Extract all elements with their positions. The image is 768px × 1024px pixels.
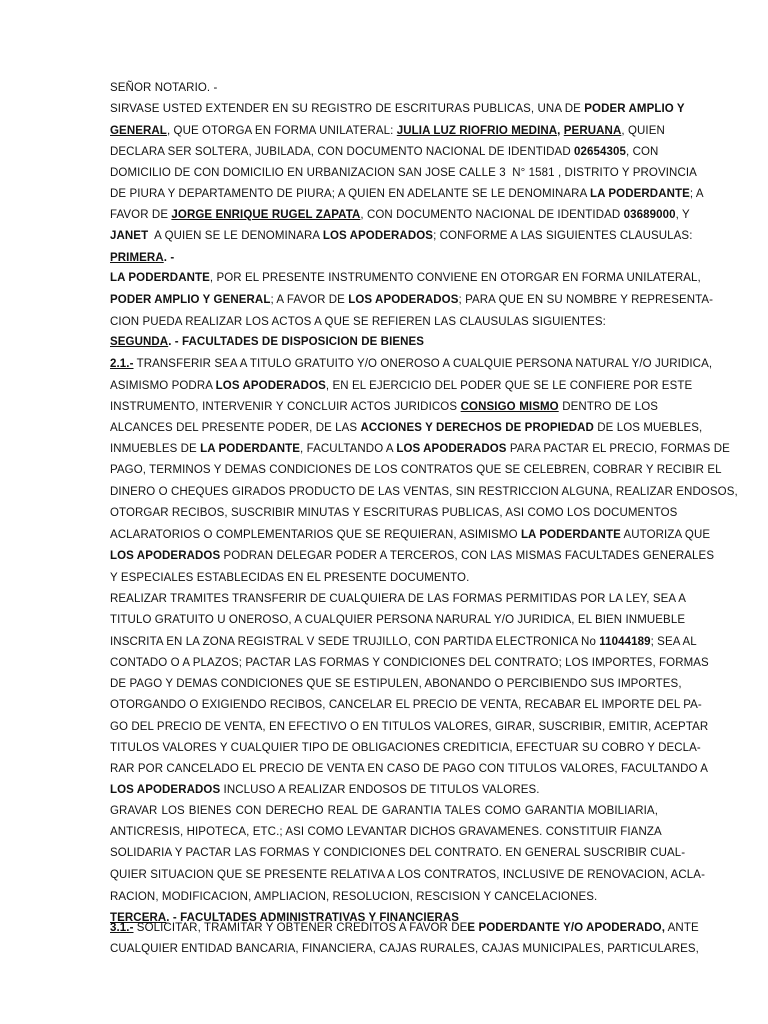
text-line (110, 719, 709, 735)
text-line (110, 250, 658, 266)
bold-text-run: LA PODERDANTE (590, 188, 690, 200)
text-line (110, 399, 658, 415)
bold-text-run: CONSIGO MISMO (460, 401, 559, 413)
bold-text-run: PERUANA (563, 125, 622, 137)
text-run: DE LOS MUEBLES, (593, 422, 703, 434)
text-line (110, 889, 658, 905)
text-run: ; A (689, 188, 704, 200)
text-run: PAGO, TERMINOS Y DEMAS CONDICIONES DE LOS CONTRATOS QUE SE CELEBREN, COBRAR Y RECIBIR EL (110, 464, 722, 476)
text-run: RAR POR CANCELADO EL PRECIO DE VENTA EN CASO DE PAGO CON TITULOS VALORES, FACULTANDO A (110, 763, 708, 775)
text-line (110, 634, 697, 650)
text-line (110, 334, 658, 350)
text-run: SOLIDARIA Y PACTAR LAS FORMAS Y CONDICIONES DEL CONTRATO. EN GENERAL SUSCRIBIR CUAL- (110, 847, 686, 859)
text-line (110, 803, 658, 819)
text-run: ; A FAVOR DE (270, 294, 349, 306)
text-line (110, 941, 699, 957)
bold-text-run: 02654305 (574, 146, 626, 158)
text-run: , FACULTANDO A (300, 443, 397, 455)
text-line (110, 697, 702, 713)
text-run: ; PARA QUE EN SU NOMBRE Y REPRESENTA- (458, 294, 714, 306)
bold-text-run: 2.1.- (110, 358, 134, 370)
text-line (110, 548, 715, 564)
bold-text-run: JORGE ENRIQUE RUGEL ZAPATA (171, 209, 361, 221)
text-run: INSTRUMENTO, INTERVENIR Y CONCLUIR ACTOS JURIDICOS (110, 401, 461, 413)
bold-text-run: E PODERDANTE Y/O APODERADO, (467, 922, 665, 934)
text-run: FAVOR DE (110, 209, 172, 221)
bold-text-run: ACCIONES Y DERECHOS DE PROPIEDAD (360, 422, 594, 434)
text-run: DE PIURA Y DEPARTAMENTO DE PIURA; A QUIEN EN ADELANTE SE LE DENOMINARA (110, 188, 591, 200)
text-line (110, 462, 722, 478)
bold-text-run: LOS APODERADOS (110, 784, 221, 796)
text-run: ; SEA AL (650, 636, 697, 648)
text-run: DENTRO DE LOS (558, 401, 659, 413)
text-run: A QUIEN SE LE DENOMINARA (148, 230, 323, 242)
text-line (110, 484, 738, 500)
text-run: ANTICRESIS, HIPOTECA, ETC.; ASI COMO LEVANTAR DICHOS GRAVAMENES. CONSTITUIR FIANZA (110, 826, 662, 838)
text-line (110, 867, 706, 883)
text-line (110, 782, 658, 798)
text-run: QUIER SITUACION QUE SE PRESENTE RELATIVA A LOS CONTRATOS, INCLUSIVE DE RENOVACION, ACLA- (110, 869, 706, 881)
text-line (110, 270, 701, 286)
text-run: TITULOS VALORES Y CUALQUIER TIPO DE OBLIGACIONES CREDITICIA, EFECTUAR SU COBRO Y DECLA- (110, 742, 701, 754)
bold-text-run: TERCERA (110, 912, 167, 924)
text-run: , QUE OTORGA EN FORMA UNILATERAL: (166, 125, 397, 137)
text-line (110, 165, 697, 181)
bold-text-run: JULIA LUZ RIOFRIO MEDINA, (396, 125, 561, 137)
text-line (110, 378, 693, 394)
text-run: INMUEBLES DE (110, 443, 201, 455)
text-run: OTORGAR RECIBOS, SUSCRIBIR MINUTAS Y ESCRITURAS PUBLICAS, ASI COMO LOS DOCUMENTOS (110, 507, 678, 519)
bold-text-run: LOS APODERADOS (110, 550, 221, 562)
text-run: DECLARA SER SOLTERA, JUBILADA, CON DOCUMENTO NACIONAL DE IDENTIDAD (110, 146, 575, 158)
text-run: GO DEL PRECIO DE VENTA, EN EFECTIVO O EN TITULOS VALORES, GIRAR, SUSCRIBIR, EMITIR, ACEPTAR (110, 721, 709, 733)
text-line (110, 101, 685, 117)
text-line (110, 123, 665, 139)
text-run: CONTADO O A PLAZOS; PACTAR LAS FORMAS Y CONDICIONES DEL CONTRATO; LOS IMPORTES, FORMAS (110, 657, 709, 669)
text-run: DE PAGO Y DEMAS CONDICIONES QUE SE ESTIPULEN, ABONANDO O PERCIBIENDO SUS IMPORTES, (110, 678, 682, 690)
bold-text-run: . - FACULTADES ADMINISTRATIVAS Y FINANCIERAS (166, 912, 460, 924)
bold-text-run: LA PODERDANTE (110, 272, 210, 284)
text-line (110, 527, 711, 543)
text-line (110, 441, 730, 457)
text-line (110, 144, 658, 160)
bold-text-run: PODER AMPLIO Y GENERAL (110, 294, 271, 306)
text-line (110, 420, 703, 436)
text-line (110, 676, 682, 692)
text-run: ; CONFORME A LAS SIGUIENTES CLAUSULAS: (433, 230, 693, 242)
text-line (110, 570, 658, 586)
bold-text-run: SEGUNDA (110, 336, 169, 348)
text-run: GRAVAR LOS BIENES CON DERECHO REAL DE GARANTIA TALES COMO GARANTIA MOBILIARIA, (110, 805, 658, 817)
text-run: INCLUSO A REALIZAR ENDOSOS DE TITULOS VALORES. (220, 784, 540, 796)
text-line (110, 228, 693, 244)
bold-text-run: 03689000 (623, 209, 676, 221)
text-run: RACION, MODIFICACION, AMPLIACION, RESOLUCION, RESCISION Y CANCELACIONES. (110, 891, 598, 903)
text-line (110, 612, 686, 628)
text-run: , CON DOCUMENTO NACIONAL DE IDENTIDAD (360, 209, 624, 221)
text-run: DOMICILIO DE CON DOMICILIO EN URBANIZACION SAN JOSE CALLE 3 N° 1581 , DISTRITO Y PROVINCIA (110, 167, 697, 179)
bold-text-run: LA PODERDANTE (200, 443, 301, 455)
text-run: INSCRITA EN LA ZONA REGISTRAL V SEDE TRUJILLO, CON PARTIDA ELECTRONICA No (110, 636, 600, 648)
text-line (110, 920, 699, 936)
bold-text-run: LOS APODERADOS (348, 294, 459, 306)
text-line (110, 761, 708, 777)
bold-text-run: LOS APODERADOS (396, 443, 507, 455)
text-run: DINERO O CHEQUES GIRADOS PRODUCTO DE LAS VENTAS, SIN RESTRICCION ALGUNA, REALIZAR ENDOSOS, (110, 486, 738, 498)
text-line (110, 80, 658, 96)
text-run: CUALQUIER ENTIDAD BANCARIA, FINANCIERA, CAJAS RURALES, CAJAS MUNICIPALES, PARTICULARES, (110, 943, 699, 955)
text-line (110, 740, 701, 756)
text-run: OTORGANDO O EXIGIENDO RECIBOS, CANCELAR EL PRECIO DE VENTA, RECABAR EL IMPORTE DEL PA- (110, 699, 702, 711)
text-run: CION PUEDA REALIZAR LOS ACTOS A QUE SE REFIEREN LAS CLAUSULAS SIGUIENTES: (110, 316, 606, 328)
text-run: TITULO GRATUITO U ONEROSO, A CUALQUIER PERSONA NARURAL Y/O JURIDICA, EL BIEN INMUEBLE (110, 614, 686, 626)
bold-text-run: LOS APODERADOS (215, 380, 326, 392)
text-run: SIRVASE USTED EXTENDER EN SU REGISTRO DE ESCRITURAS PUBLICAS, UNA DE (110, 103, 585, 115)
text-run: AUTORIZA QUE (620, 529, 711, 541)
text-run: ASIMISMO PODRA (110, 380, 216, 392)
text-run: , Y (675, 209, 690, 221)
text-run: Y ESPECIALES ESTABLECIDAS EN EL PRESENTE DOCUMENTO. (110, 572, 470, 584)
text-line (110, 207, 690, 223)
text-run: ACLARATORIOS O COMPLEMENTARIOS QUE SE REQUIERAN, ASIMISMO (110, 529, 521, 541)
bold-text-run: GENERAL (110, 125, 167, 137)
text-line (110, 356, 713, 372)
text-run: PARA PACTAR EL PRECIO, FORMAS DE (506, 443, 730, 455)
text-run: ANTE (665, 922, 699, 934)
text-line (110, 505, 678, 521)
bold-text-run: PODER AMPLIO Y (584, 103, 685, 115)
text-line (110, 292, 714, 308)
text-run: SEÑOR NOTARIO. - (110, 82, 218, 94)
bold-text-run: 11044189 (599, 636, 651, 648)
text-line (110, 845, 686, 861)
bold-text-run: LA PODERDANTE (520, 529, 621, 541)
text-run: ALCANCES DEL PRESENTE PODER, DE LAS (110, 422, 361, 434)
text-line (110, 655, 709, 671)
text-run: PODRAN DELEGAR PODER A TERCEROS, CON LAS MISMAS FACULTADES GENERALES (220, 550, 715, 562)
text-run: SOLICITAR, TRAMITAR Y OBTENER CREDITOS A FAVOR DE (133, 922, 468, 934)
text-run: TRANSFERIR SEA A TITULO GRATUITO Y/O ONEROSO A CUALQUIE PERSONA NATURAL Y/O JURIDICA, (133, 358, 713, 370)
text-line (110, 824, 662, 840)
bold-text-run: . - FACULTADES DE DISPOSICION DE BIENES (168, 336, 425, 348)
bold-text-run: . - (163, 252, 175, 264)
bold-text-run: 3.1.- (110, 922, 134, 934)
text-run: , POR EL PRESENTE INSTRUMENTO CONVIENE EN OTORGAR EN FORMA UNILATERAL, (209, 272, 701, 284)
bold-text-run: PRIMERA (110, 252, 164, 264)
text-line (110, 186, 704, 202)
text-line (110, 314, 658, 330)
text-run: , CON (625, 146, 659, 158)
text-line (110, 591, 686, 607)
text-run: REALIZAR TRAMITES TRANSFERIR DE CUALQUIERA DE LAS FORMAS PERMITIDAS POR LA LEY, SEA A (110, 593, 686, 605)
text-run: , QUIEN (621, 125, 665, 137)
text-run: , EN EL EJERCICIO DEL PODER QUE SE LE CONFIERE POR ESTE (325, 380, 693, 392)
bold-text-run: JANET (110, 230, 149, 242)
bold-text-run: LOS APODERADOS (322, 230, 434, 242)
